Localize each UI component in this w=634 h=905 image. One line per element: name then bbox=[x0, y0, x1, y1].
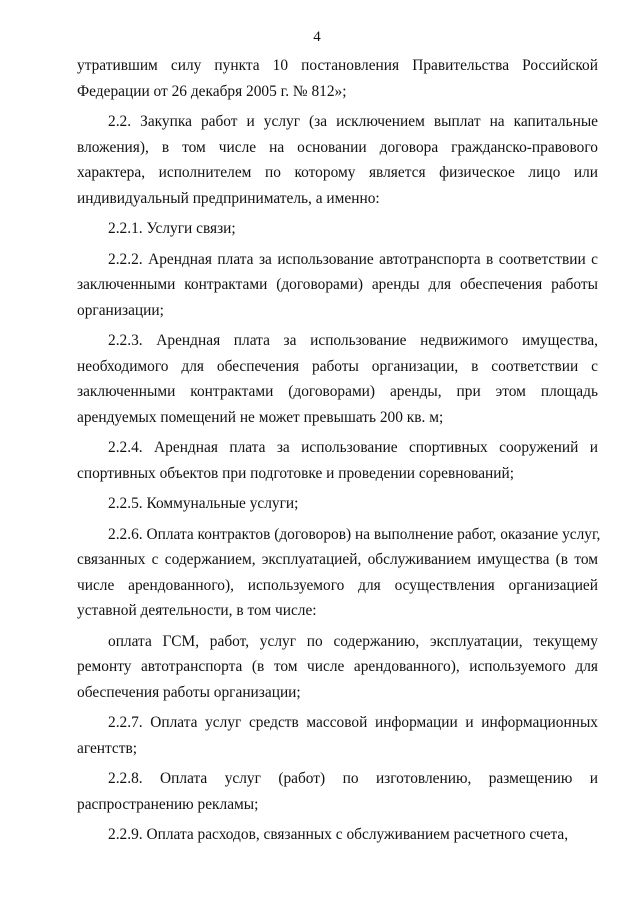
paragraph bbox=[77, 522, 601, 624]
text-line: характера, исполнителем по которому является физическое лицо или bbox=[77, 164, 598, 181]
text-line: заключенными контрактами (договорами) аренды, при этом площадь bbox=[77, 383, 598, 400]
document-body bbox=[77, 53, 601, 853]
text-line: 2.2.8. Оплата услуг (работ) по изготовлению, размещению и bbox=[108, 770, 598, 787]
text-line: необходимого для обеспечения работы организации, в соответствии с bbox=[77, 357, 598, 375]
paragraph bbox=[77, 629, 598, 706]
text-line: 2.2.3. Арендная плата за использование недвижимого имущества, bbox=[108, 332, 598, 349]
text-line: 2.2.9. Оплата расходов, связанных с обслуживанием расчетного счета, bbox=[108, 826, 569, 843]
text-line: арендуемых помещений не может превышать 200 кв. м; bbox=[77, 408, 444, 426]
text-line: оплата ГСМ, работ, услуг по содержанию, эксплуатации, текущему bbox=[108, 632, 598, 650]
text-line: Федерации от 26 декабря 2005 г. № 812»; bbox=[77, 82, 347, 100]
page-number: 4 bbox=[313, 29, 321, 45]
paragraph bbox=[77, 216, 598, 242]
text-line: 2.2.7. Оплата услуг средств массовой информации и информационных bbox=[108, 714, 598, 731]
text-line: организации; bbox=[77, 301, 164, 319]
paragraph bbox=[77, 766, 598, 817]
text-line: 2.2.4. Арендная плата за использование спортивных сооружений и bbox=[108, 439, 598, 456]
text-line: обеспечения работы организации; bbox=[77, 683, 301, 701]
paragraph bbox=[77, 435, 598, 486]
text-line: 2.2. Закупка работ и услуг (за исключением выплат на капитальные bbox=[108, 113, 598, 130]
text-line: индивидуальный предприниматель, а именно: bbox=[77, 189, 380, 207]
paragraph bbox=[77, 109, 598, 211]
text-line: ремонту автотранспорта (в том числе арендованного), используемого для bbox=[77, 658, 598, 675]
text-line: распространению рекламы; bbox=[77, 795, 259, 813]
text-line: числе арендованного), используемого для осуществления организацией bbox=[77, 576, 598, 594]
paragraph bbox=[77, 247, 598, 324]
text-line: 2.2.2. Арендная плата за использование автотранспорта в соответствии с bbox=[108, 250, 598, 268]
text-line: агентств; bbox=[77, 739, 138, 757]
text-line: спортивных объектов при подготовке и проведении соревнований; bbox=[77, 464, 515, 482]
paragraph bbox=[77, 328, 598, 430]
text-line: заключенными контрактами (договорами) аренды для обеспечения работы bbox=[77, 276, 598, 293]
text-line: 2.2.1. Услуги связи; bbox=[108, 220, 236, 237]
text-line: связанных с содержанием, эксплуатацией, обслуживанием имущества (в том bbox=[77, 551, 598, 568]
text-line: 2.2.6. Оплата контрактов (договоров) на выполнение работ, оказание услуг, bbox=[108, 525, 601, 543]
paragraph bbox=[77, 53, 598, 104]
paragraph bbox=[77, 822, 598, 848]
text-line: 2.2.5. Коммунальные услуги; bbox=[108, 495, 299, 512]
text-line: утратившим силу пункта 10 постановления Правительства Российской bbox=[77, 57, 598, 74]
text-line: уставной деятельности, в том числе: bbox=[77, 602, 317, 619]
text-line: вложения), в том числе на основании договора гражданско-правового bbox=[77, 138, 598, 156]
paragraph bbox=[77, 710, 598, 761]
paragraph bbox=[77, 491, 598, 517]
